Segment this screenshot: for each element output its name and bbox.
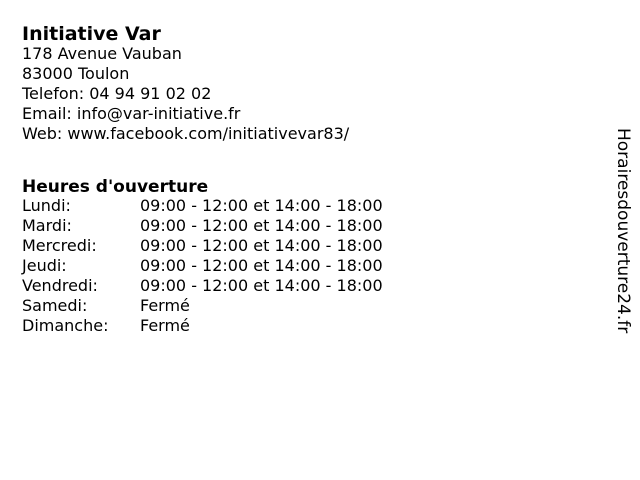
site-watermark-vertical: Horairesdouverture24.fr <box>613 128 633 334</box>
day-label: Jeudi: <box>22 256 67 275</box>
address-line-street: 178 Avenue Vauban <box>22 44 182 63</box>
opening-hours-heading: Heures d'ouverture <box>22 177 209 198</box>
hours-row-sunday <box>22 316 383 336</box>
hours-value: 09:00 - 12:00 et 14:00 - 18:00 <box>140 196 383 215</box>
day-label: Samedi: <box>22 296 88 315</box>
business-name-title: Initiative Var <box>22 22 161 45</box>
web-line: Web: www.facebook.com/initiativevar83/ <box>22 124 350 143</box>
hours-value: Fermé <box>140 316 190 335</box>
hours-row-thursday <box>22 256 383 276</box>
hours-value: 09:00 - 12:00 et 14:00 - 18:00 <box>140 256 383 275</box>
hours-row-wednesday <box>22 236 383 256</box>
hours-row-monday <box>22 196 383 216</box>
day-label: Vendredi: <box>22 276 98 295</box>
phone-line: Telefon: 04 94 91 02 02 <box>22 84 212 103</box>
hours-value: 09:00 - 12:00 et 14:00 - 18:00 <box>140 236 383 255</box>
hours-value: Fermé <box>140 296 190 315</box>
hours-row-tuesday <box>22 216 383 236</box>
contact-info-block <box>22 44 349 144</box>
day-label: Lundi: <box>22 196 71 215</box>
email-line: Email: info@var-initiative.fr <box>22 104 241 123</box>
hours-value: 09:00 - 12:00 et 14:00 - 18:00 <box>140 276 383 295</box>
day-label: Mercredi: <box>22 236 97 255</box>
hours-value: 09:00 - 12:00 et 14:00 - 18:00 <box>140 216 383 235</box>
day-label: Mardi: <box>22 216 72 235</box>
opening-hours-table <box>22 196 383 336</box>
hours-row-saturday <box>22 296 383 316</box>
hours-row-friday <box>22 276 383 296</box>
day-label: Dimanche: <box>22 316 109 335</box>
address-line-city: 83000 Toulon <box>22 64 130 83</box>
